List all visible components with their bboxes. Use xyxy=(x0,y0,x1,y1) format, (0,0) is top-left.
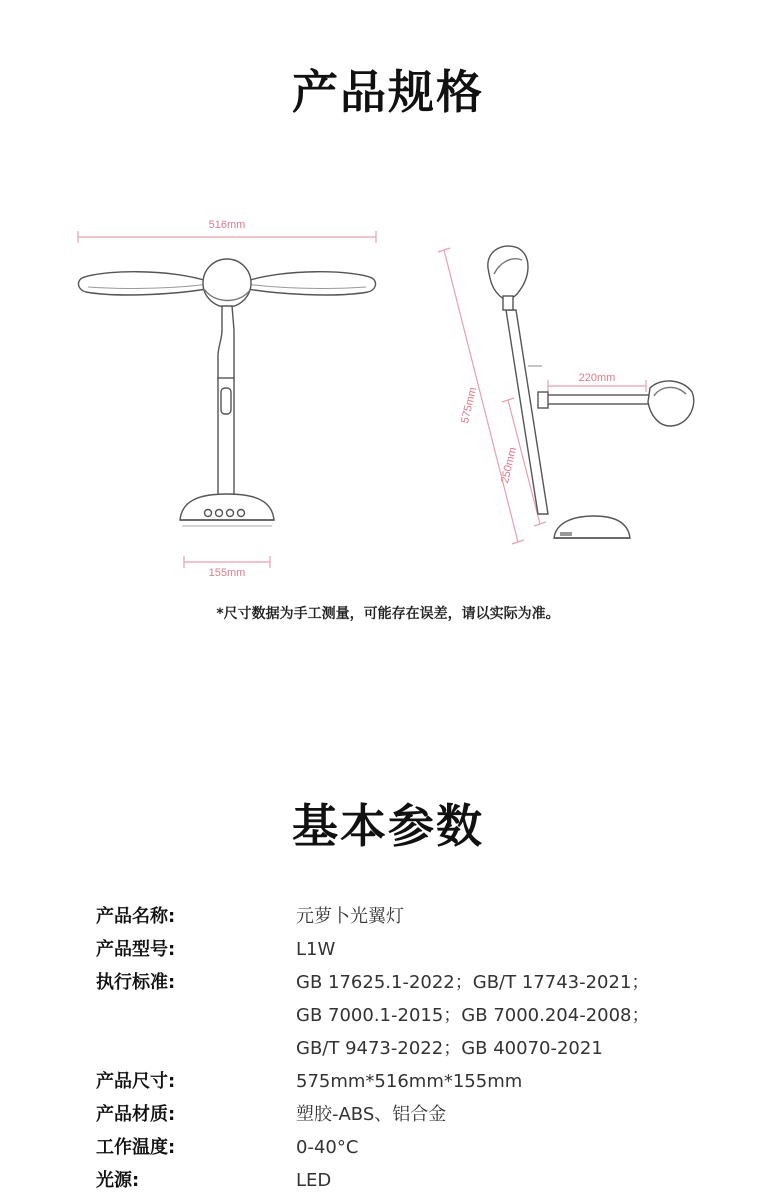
params-title: 基本参数 xyxy=(292,799,484,853)
param-label: 产品尺寸: xyxy=(96,1071,176,1092)
param-row-size xyxy=(96,1065,716,1098)
lamp-dimension-diagram xyxy=(0,190,776,600)
param-row-standards xyxy=(96,966,716,1065)
param-row-material xyxy=(96,1098,716,1131)
param-row-temperature xyxy=(96,1131,716,1164)
standard-line: GB 7000.1-2015；GB 7000.204-2008； xyxy=(296,1005,650,1026)
arm-dimension-label: 220mm xyxy=(578,372,616,384)
spec-title: 产品规格 xyxy=(292,65,484,119)
param-label: 产品名称: xyxy=(96,906,176,927)
param-value: L1W xyxy=(296,939,336,960)
width-dimension-label: 516mm xyxy=(208,219,246,231)
pole-dimension-label: 250mm xyxy=(499,446,520,485)
standard-line: GB 17625.1-2022；GB/T 17743-2021； xyxy=(296,972,650,993)
param-row-model xyxy=(96,933,716,966)
param-label: 光源: xyxy=(96,1170,140,1191)
param-value: 575mm*516mm*155mm xyxy=(296,1071,523,1092)
param-label: 工作温度: xyxy=(96,1137,176,1158)
standard-line: GB/T 9473-2022；GB 40070-2021 xyxy=(296,1038,603,1059)
param-row-name xyxy=(96,900,716,933)
params-table xyxy=(96,900,716,1197)
param-label: 产品材质: xyxy=(96,1104,176,1125)
param-label: 产品型号: xyxy=(96,939,176,960)
param-label: 执行标准: xyxy=(96,972,176,993)
base-dimension-label: 155mm xyxy=(208,567,246,579)
param-value xyxy=(296,966,650,1065)
param-value: LED xyxy=(296,1170,332,1191)
lamp-front-view xyxy=(78,231,376,568)
param-value: 塑胶-ABS、铝合金 xyxy=(296,1104,447,1125)
measurement-note: *尺寸数据为手工测量，可能存在误差，请以实际为准。 xyxy=(216,606,560,622)
param-row-light-source xyxy=(96,1164,716,1197)
param-value: 元萝卜光翼灯 xyxy=(296,906,404,927)
param-value: 0-40°C xyxy=(296,1137,359,1158)
height-dimension-label: 575mm xyxy=(459,386,480,425)
